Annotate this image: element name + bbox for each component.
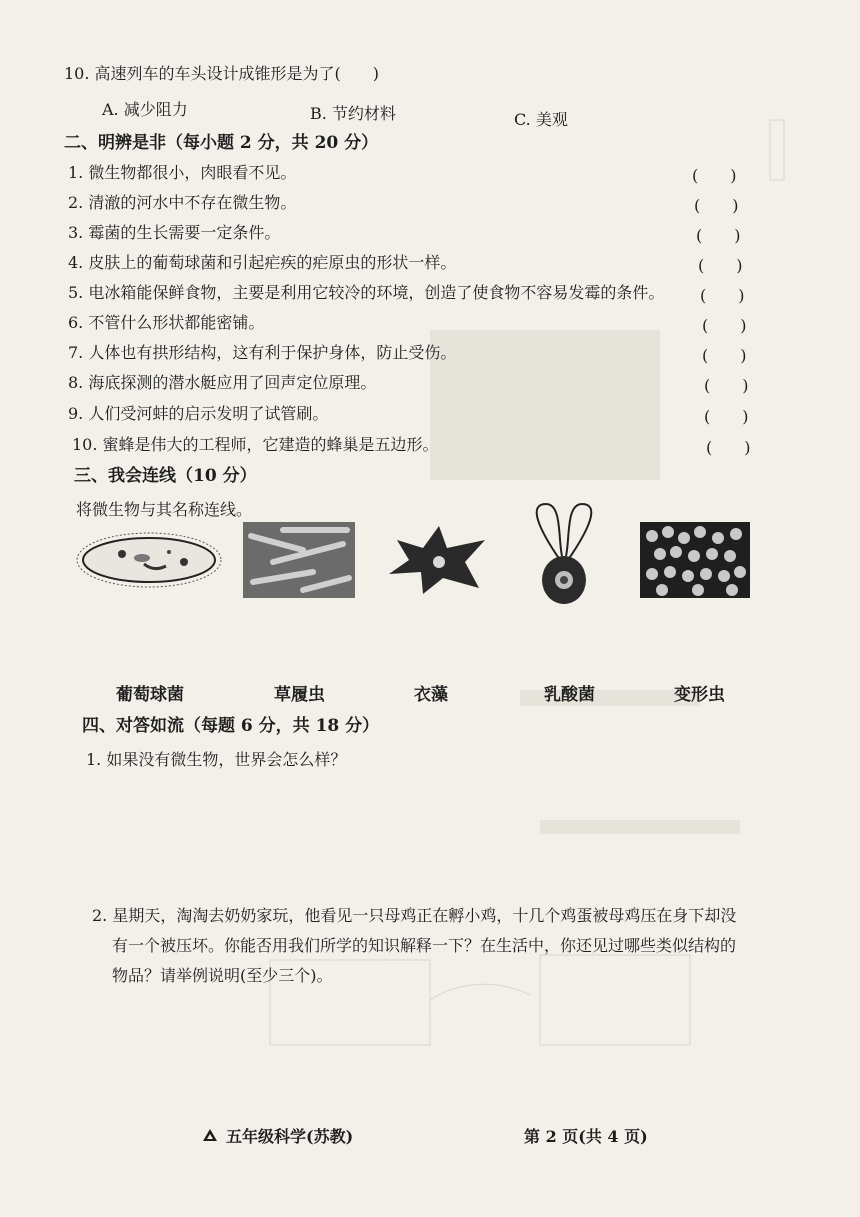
footer-subject: 五年级科学(苏教): [226, 1127, 354, 1146]
judge-item-3: 3. 霉菌的生长需要一定条件。: [68, 223, 281, 242]
answer-paren-9: ( ): [704, 407, 749, 426]
answer-paren-6: ( ): [702, 316, 747, 335]
staphylococcus-image: [640, 522, 750, 598]
judge-item-4: 4. 皮肤上的葡萄球菌和引起疟疾的疟原虫的形状一样。: [68, 253, 457, 272]
judge-item-2: 2. 清澈的河水中不存在微生物。: [68, 193, 297, 212]
answer-paren-8: ( ): [704, 376, 749, 395]
organism-name-2: 草履虫: [274, 685, 325, 705]
judge-item-5: 5. 电冰箱能保鲜食物，主要是利用它较冷的环境，创造了使食物不容易发霉的条件。: [68, 283, 665, 302]
q10-option-b: B. 节约材料: [310, 104, 396, 123]
answer-paren-5: ( ): [700, 286, 745, 305]
q10-option-c: C. 美观: [514, 110, 568, 129]
section4-title: 四、对答如流（每题 6 分，共 18 分）: [82, 716, 380, 736]
section3-instruction: 将微生物与其名称连线。: [76, 500, 253, 519]
judge-item-8: 8. 海底探测的潜水艇应用了回声定位原理。: [68, 373, 377, 392]
judge-item-10: 10. 蜜蜂是伟大的工程师，它建造的蜂巢是五边形。: [72, 435, 439, 454]
triangle-icon: [202, 1128, 218, 1142]
organism-name-4: 乳酸菌: [544, 685, 595, 705]
answer-paren-4: ( ): [698, 256, 743, 275]
judge-item-1: 1. 微生物都很小，肉眼看不见。: [68, 163, 297, 182]
q10-stem: 10. 高速列车的车头设计成锥形是为了( ): [64, 64, 380, 83]
amoeba-image: [383, 522, 493, 598]
answer-paren-10: ( ): [706, 438, 751, 457]
section4-question-1: 1. 如果没有微生物，世界会怎么样？: [86, 750, 347, 769]
chlamydomonas-image: [518, 498, 610, 606]
footer-page-number: 第 2 页(共 4 页): [524, 1127, 648, 1146]
answer-paren-3: ( ): [696, 226, 741, 245]
judge-item-9: 9. 人们受河蚌的启示发明了试管刷。: [68, 404, 329, 423]
organism-name-5: 变形虫: [674, 685, 725, 705]
section4-question-2-line-2: 有一个被压坏。你能否用我们所学的知识解释一下？在生活中，你还见过哪些类似结构的: [112, 936, 737, 955]
answer-paren-2: ( ): [694, 196, 739, 215]
judge-item-7: 7. 人体也有拱形结构，这有利于保护身体，防止受伤。: [68, 343, 457, 362]
section2-title: 二、明辨是非（每小题 2 分，共 20 分）: [64, 133, 379, 153]
judge-item-6: 6. 不管什么形状都能密铺。: [68, 313, 265, 332]
answer-paren-1: ( ): [692, 166, 737, 185]
section4-question-2-line-1: 2. 星期天，淘淘去奶奶家玩，他看见一只母鸡正在孵小鸡，十几个鸡蛋被母鸡压在身下却没: [92, 906, 737, 925]
organism-name-3: 衣藻: [414, 685, 448, 705]
q10-option-a: A. 减少阻力: [102, 100, 188, 119]
section3-title: 三、我会连线（10 分）: [74, 466, 257, 486]
section4-question-2-line-3: 物品？请举例说明(至少三个)。: [112, 966, 333, 985]
lactobacillus-image: [243, 522, 355, 598]
paramecium-image: [74, 522, 224, 598]
answer-paren-7: ( ): [702, 346, 747, 365]
organism-name-1: 葡萄球菌: [116, 685, 184, 705]
